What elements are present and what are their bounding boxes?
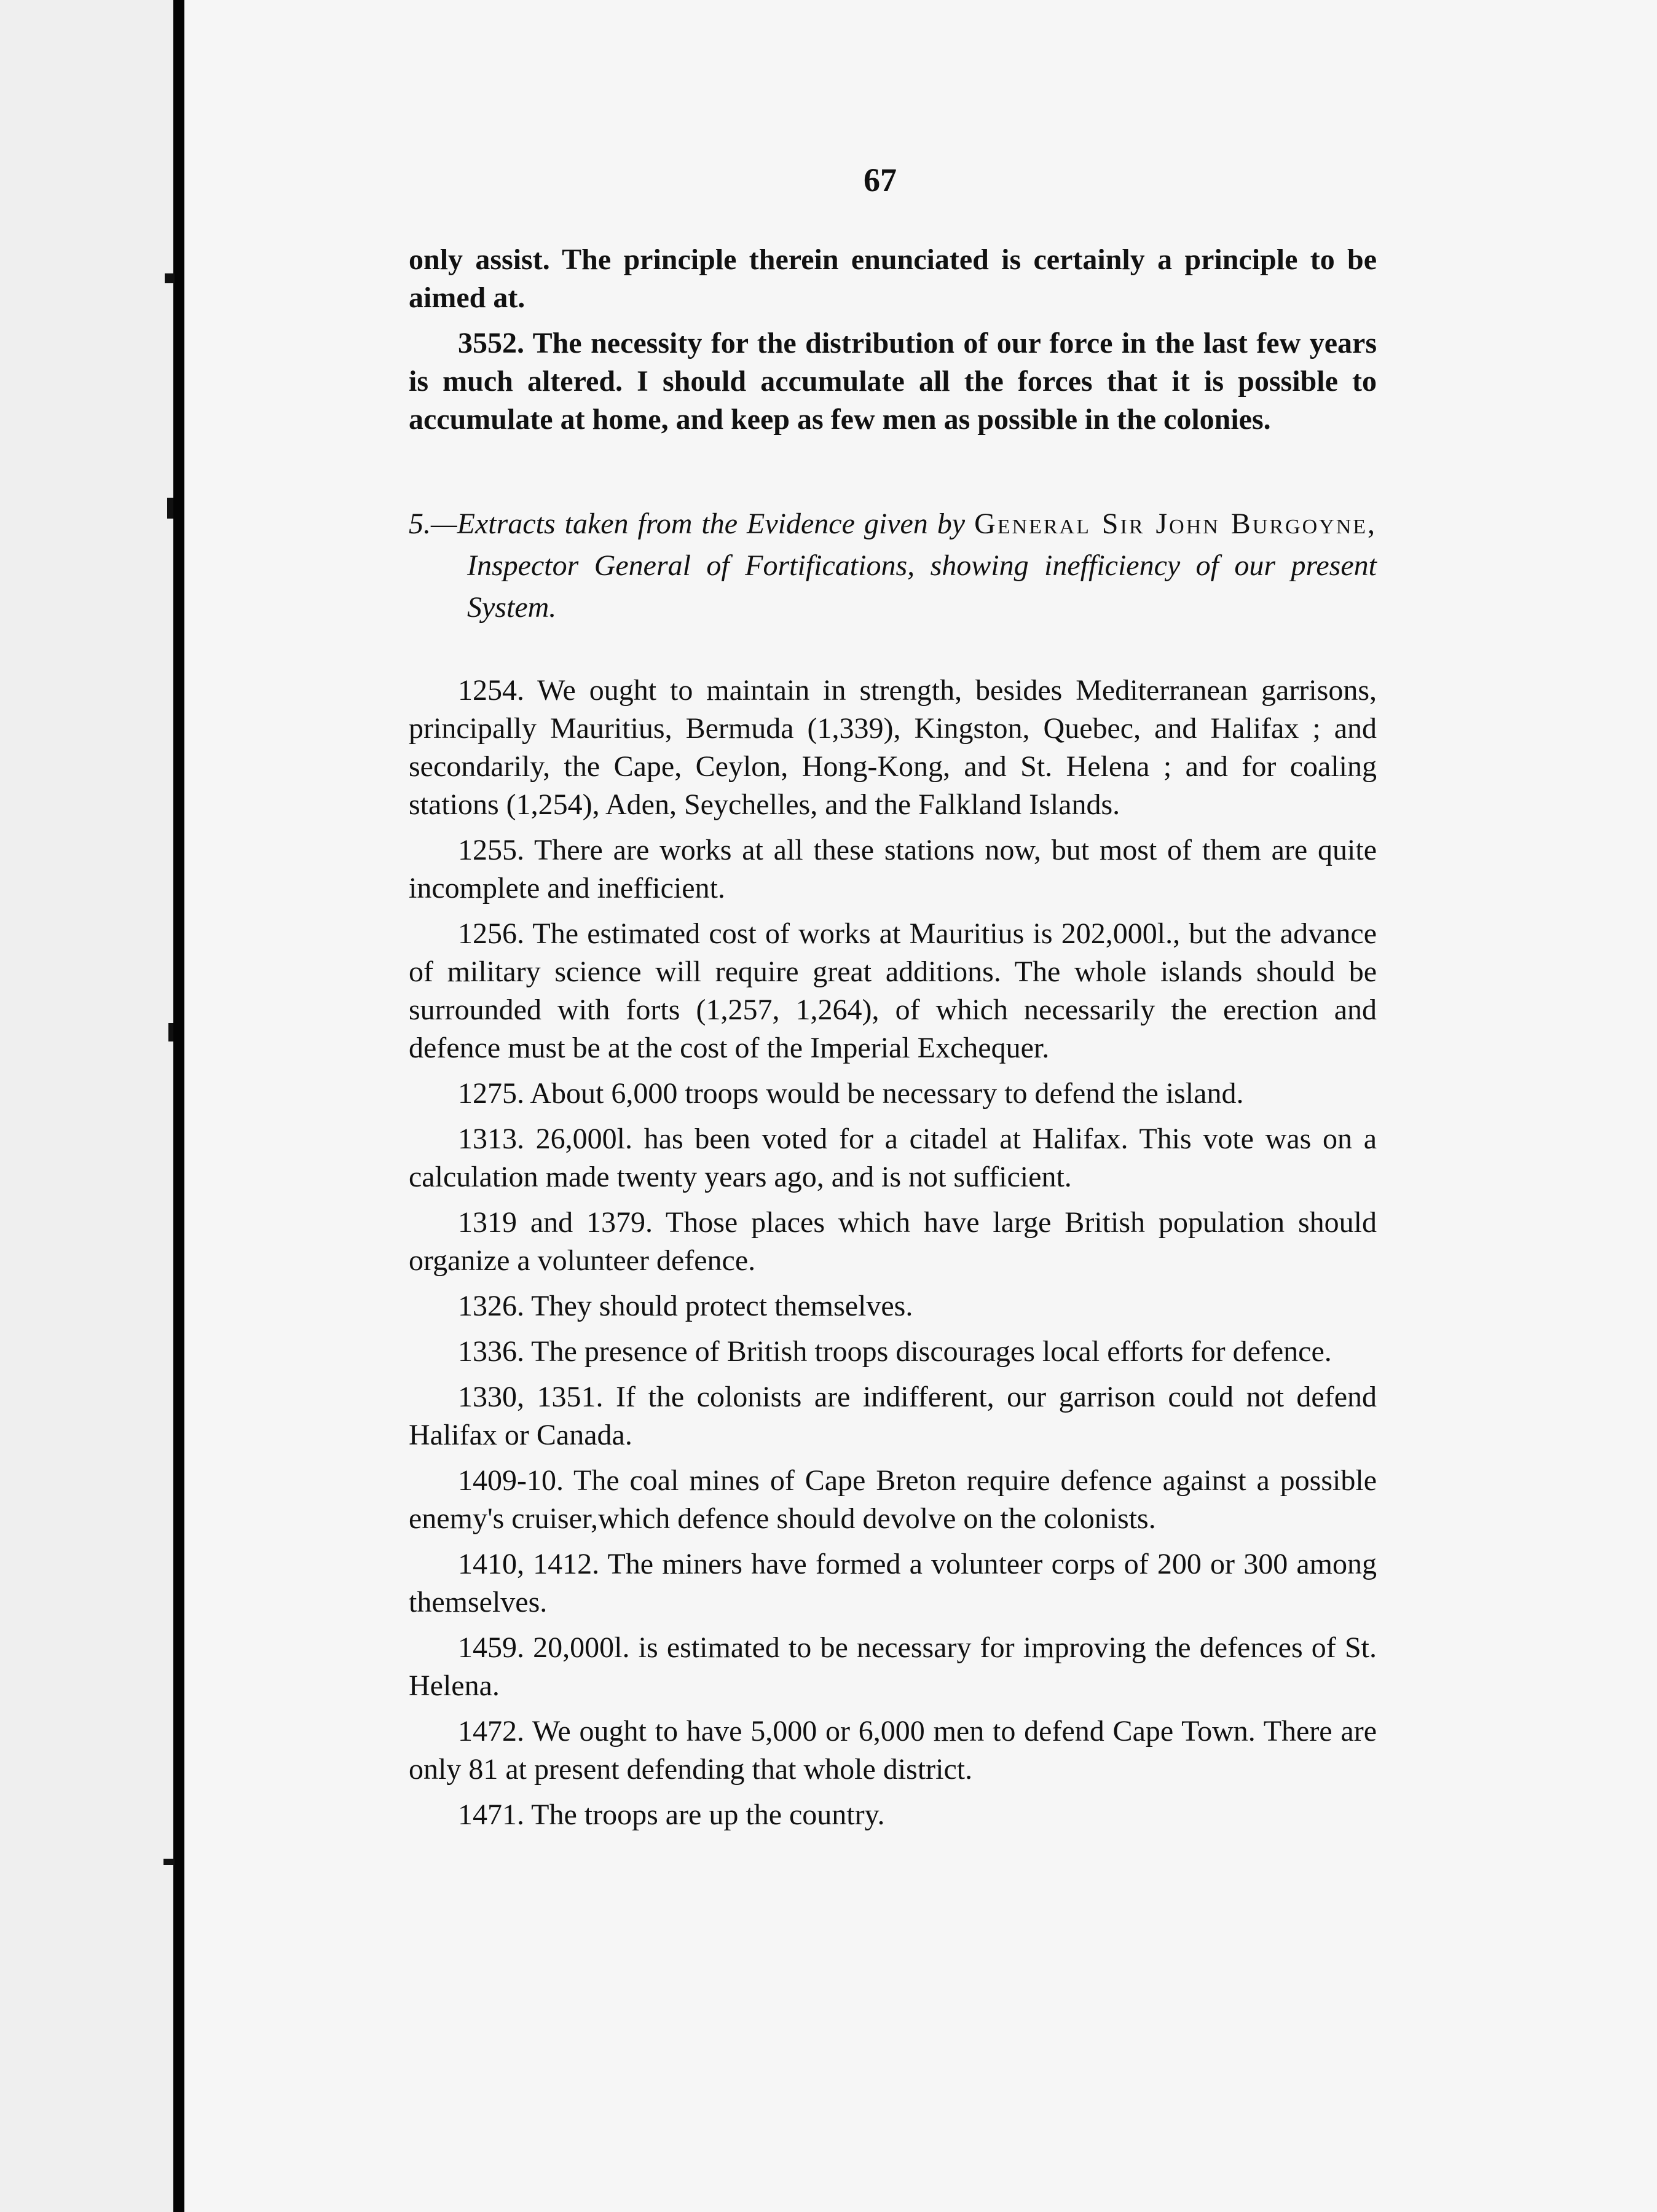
- evidence-paragraph: 1409-10. The coal mines of Cape Breton require defence against a possible enemy's cruiser,which defence should devolve on the colonists.: [409, 1464, 1377, 1535]
- heading-prefix: 5.—Extracts taken from the Evidence given by: [409, 508, 966, 540]
- strip-mark: [168, 1023, 173, 1041]
- evidence-paragraph: 1256. The estimated cost of works at Mauritius is 202,000l., but the advance of military science will require great additions. The whole islands should be surrounded with forts (1,257, 1,264), of which necessarily the erection and defence must be at the cost of the Imperial Exchequer.: [409, 917, 1377, 1064]
- page-number: 67: [864, 162, 897, 198]
- body-text: [409, 241, 1377, 1834]
- evidence-paragraph: 1255. There are works at all these stations now, but most of them are quite incomplete and inefficient.: [409, 834, 1377, 904]
- evidence-paragraph: 1254. We ought to maintain in strength, besides Mediterranean garrisons, principally Mauritius, Bermuda (1,339), Kingston, Quebec, and Halifax ; and secondarily, the Cape, Ceylon, Hong-Kong, and St. Helena ; and for coaling stations (1,254), Aden, Seychelles, and the Falkland Islands.: [409, 674, 1377, 821]
- evidence-paragraph: 1275. About 6,000 troops would be necessary to defend the island.: [458, 1077, 1244, 1110]
- evidence-paragraph: 1471. The troops are up the country.: [458, 1798, 885, 1831]
- strip-mark: [167, 498, 173, 519]
- heading-name: General Sir John Burgoyne,: [974, 508, 1377, 540]
- strip-mark: [165, 273, 175, 283]
- evidence-paragraph: 1459. 20,000l. is estimated to be necessary for improving the defences of St. Helena.: [409, 1631, 1377, 1702]
- evidence-paragraph: 1336. The presence of British troops discourages local efforts for defence.: [458, 1335, 1332, 1368]
- evidence-paragraph: 1326. They should protect themselves.: [458, 1290, 913, 1322]
- evidence-paragraph: 1410, 1412. The miners have formed a volunteer corps of 200 or 300 among themselves.: [409, 1548, 1377, 1618]
- evidence-paragraph: 1313. 26,000l. has been voted for a citadel at Halifax. This vote was on a calculation made twenty years ago, and is not sufficient.: [409, 1123, 1377, 1193]
- intro-paragraph: only assist. The principle therein enunciated is certainly a principle to be aimed at.: [409, 243, 1377, 314]
- section-heading: [409, 503, 1377, 629]
- adjacent-page-strip: [0, 0, 173, 2212]
- heading-suffix: Inspector General of Fortifications, showing inefficiency of our present System.: [467, 549, 1377, 624]
- evidence-paragraph: 1472. We ought to have 5,000 or 6,000 men to defend Cape Town. There are only 81 at present defending that whole district.: [409, 1715, 1377, 1786]
- strip-mark: [163, 1859, 175, 1865]
- intro-paragraph: 3552. The necessity for the distribution of our force in the last few years is much altered. I should accumulate all the forces that it is possible to accumulate at home, and keep as few men as possible in the colonies.: [409, 327, 1377, 436]
- evidence-paragraph: 1330, 1351. If the colonists are indifferent, our garrison could not defend Halifax or Canada.: [409, 1381, 1377, 1451]
- evidence-paragraph: 1319 and 1379. Those places which have large British population should organize a volunteer defence.: [409, 1206, 1377, 1277]
- page-gutter: [173, 0, 184, 2212]
